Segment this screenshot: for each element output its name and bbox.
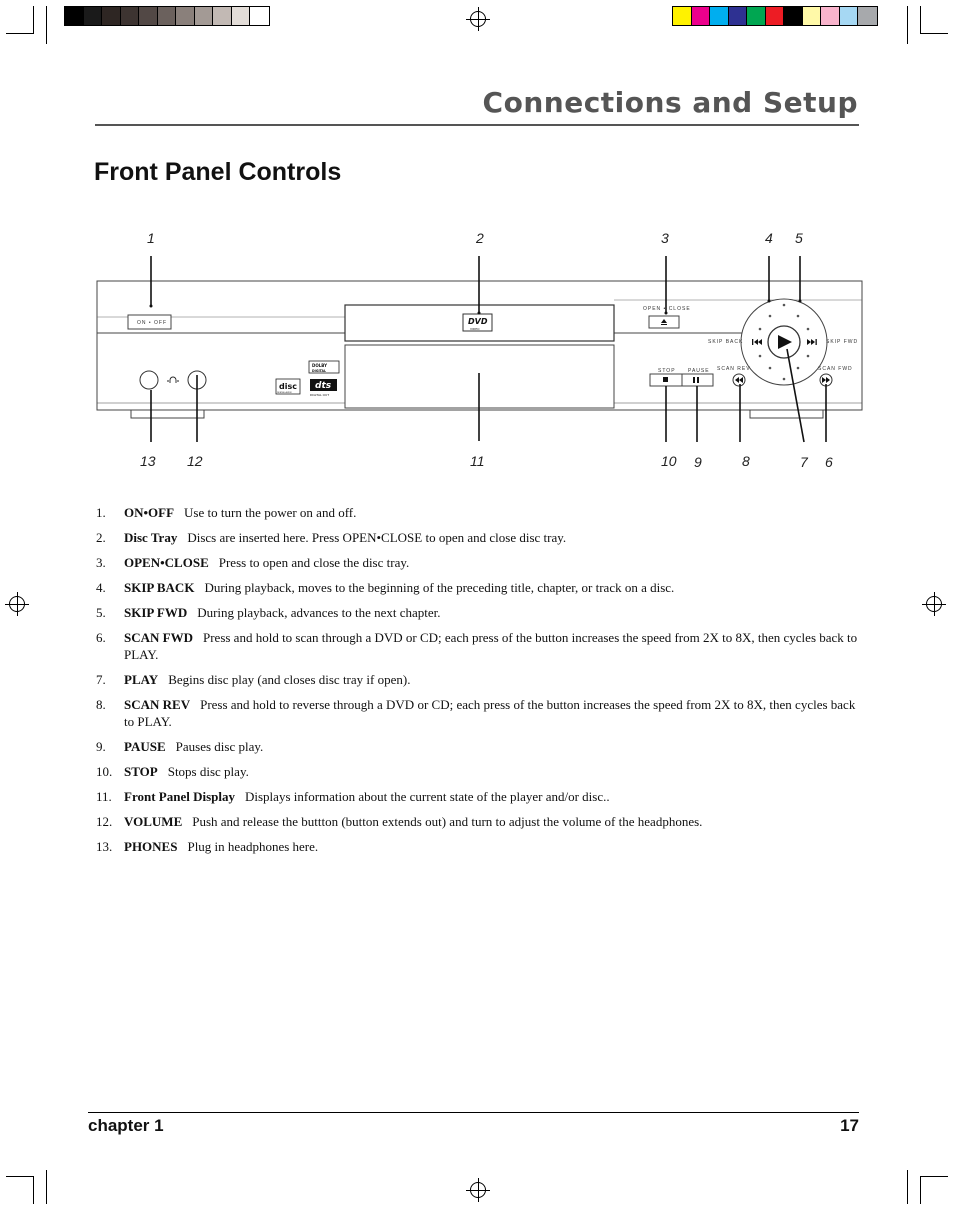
callout-6: 6 (825, 454, 833, 470)
list-item (96, 838, 866, 855)
scan-rev-label: SCAN REV (717, 366, 751, 372)
list-item-description: Displays information about the current state of the player and/or disc.. (245, 789, 610, 804)
scan-fwd-label: SCAN FWD (818, 366, 853, 372)
list-item-description: Pauses disc play. (175, 739, 264, 754)
crop-mark (6, 1176, 34, 1177)
list-item (96, 671, 866, 688)
stop-icon (663, 377, 668, 382)
list-item-number: 6. (96, 630, 106, 645)
list-item-description: During playback, moves to the beginning of the preceding title, chapter, or track on a disc. (204, 580, 675, 595)
callout-1: 1 (147, 230, 155, 246)
section-title: Front Panel Controls (94, 158, 342, 186)
registration-mark-icon (9, 596, 25, 612)
phones-jack[interactable] (140, 371, 158, 389)
svg-text:dts: dts (315, 381, 332, 391)
list-item (96, 696, 866, 730)
crop-mark (33, 1176, 34, 1204)
list-item-description: Press and hold to scan through a DVD or CD; each press of the button increases the speed from 2X to 8X, then cycles back to PLAY. (124, 630, 858, 662)
list-item (96, 813, 866, 830)
callout-8: 8 (742, 453, 750, 469)
front-panel-illustration (0, 0, 954, 500)
list-item-term: PHONES (124, 839, 178, 854)
list-item-description: Use to turn the power on and off. (184, 505, 357, 520)
list-item-description: Discs are inserted here. Press OPEN•CLOSE to open and close disc tray. (187, 530, 567, 545)
control-description-list (96, 504, 866, 863)
crop-mark (907, 1170, 908, 1204)
compact-disc-logo (276, 379, 300, 394)
list-item (96, 788, 866, 805)
on-off-label: ON • OFF (137, 320, 168, 326)
list-item-term: SKIP FWD (124, 605, 188, 620)
list-item-description: Press and hold to reverse through a DVD or CD; each press of the button increases the speed from 2X to 8X, then cycles back to PLAY. (124, 697, 856, 729)
list-item-number: 4. (96, 580, 106, 595)
list-item-term: SCAN REV (124, 697, 191, 712)
list-item-number: 11. (96, 789, 112, 804)
list-item-description: Begins disc play (and closes disc tray if open). (168, 672, 411, 687)
list-item-number: 5. (96, 605, 106, 620)
list-item-term: OPEN•CLOSE (124, 555, 209, 570)
skip-fwd-label: SKIP FWD (826, 339, 859, 345)
open-close-label: OPEN • CLOSE (643, 306, 691, 312)
dvd-logo: DVD (468, 317, 488, 326)
list-item-term: Front Panel Display (124, 789, 235, 804)
callout-3: 3 (661, 230, 669, 246)
footer-chapter: chapter 1 (88, 1116, 164, 1135)
list-item (96, 529, 866, 546)
list-item-term: Disc Tray (124, 530, 178, 545)
svg-text:DOLBY: DOLBY (312, 363, 327, 368)
list-item-number: 2. (96, 530, 106, 545)
callout-9: 9 (694, 454, 702, 470)
svg-text:DIGITAL OUT: DIGITAL OUT (310, 393, 330, 397)
list-item-description: During playback, advances to the next chapter. (197, 605, 441, 620)
list-item-number: 7. (96, 672, 106, 687)
page-header-title: Connections and Setup (482, 86, 858, 119)
list-item-number: 9. (96, 739, 106, 754)
skip-back-label: SKIP BACK (708, 339, 744, 345)
footer-rule (88, 1112, 859, 1113)
svg-text:disc: disc (279, 382, 297, 391)
pause-label: PAUSE (688, 368, 710, 374)
headphones-icon (167, 377, 179, 383)
list-item-term: SCAN FWD (124, 630, 193, 645)
callout-7: 7 (800, 454, 808, 470)
dvd-logo-sub: VIDEO (470, 327, 480, 331)
list-item-description: Press to open and close the disc tray. (218, 555, 410, 570)
list-item-description: Stops disc play. (167, 764, 249, 779)
dts-logo (310, 379, 337, 397)
list-item-number: 13. (96, 839, 113, 854)
list-item (96, 629, 866, 663)
svg-text:DIGITAL AUDIO: DIGITAL AUDIO (277, 392, 292, 394)
list-item-number: 12. (96, 814, 113, 829)
list-item-term: STOP (124, 764, 158, 779)
callout-4: 4 (765, 230, 773, 246)
list-item-number: 3. (96, 555, 106, 570)
list-item-term: SKIP BACK (124, 580, 195, 595)
callout-13: 13 (140, 453, 156, 469)
registration-mark-icon (926, 596, 942, 612)
list-item-description: Push and release the buttton (button extends out) and turn to adjust the volume of the headphones. (192, 814, 703, 829)
callout-5: 5 (795, 230, 803, 246)
list-item (96, 554, 866, 571)
callout-10: 10 (661, 453, 677, 469)
list-item-number: 8. (96, 697, 106, 712)
list-item-description: Plug in headphones here. (187, 839, 319, 854)
footer-page-number: 17 (840, 1116, 859, 1135)
callout-12: 12 (187, 453, 203, 469)
list-item-number: 10. (96, 764, 113, 779)
list-item (96, 738, 866, 755)
list-item-number: 1. (96, 505, 106, 520)
stop-label: STOP (658, 368, 676, 374)
list-item (96, 604, 866, 621)
callout-11: 11 (470, 453, 485, 469)
svg-text:DIGITAL: DIGITAL (312, 369, 327, 373)
list-item (96, 504, 866, 521)
list-item-term: PAUSE (124, 739, 166, 754)
list-item (96, 579, 866, 596)
list-item-term: PLAY (124, 672, 159, 687)
callout-2: 2 (476, 230, 484, 246)
list-item-term: VOLUME (124, 814, 183, 829)
list-item-term: ON•OFF (124, 505, 175, 520)
crop-mark (920, 1176, 921, 1204)
list-item (96, 763, 866, 780)
dolby-digital-logo (309, 361, 339, 373)
registration-mark-icon (470, 1182, 486, 1198)
crop-mark (920, 1176, 948, 1177)
crop-mark (46, 1170, 47, 1204)
